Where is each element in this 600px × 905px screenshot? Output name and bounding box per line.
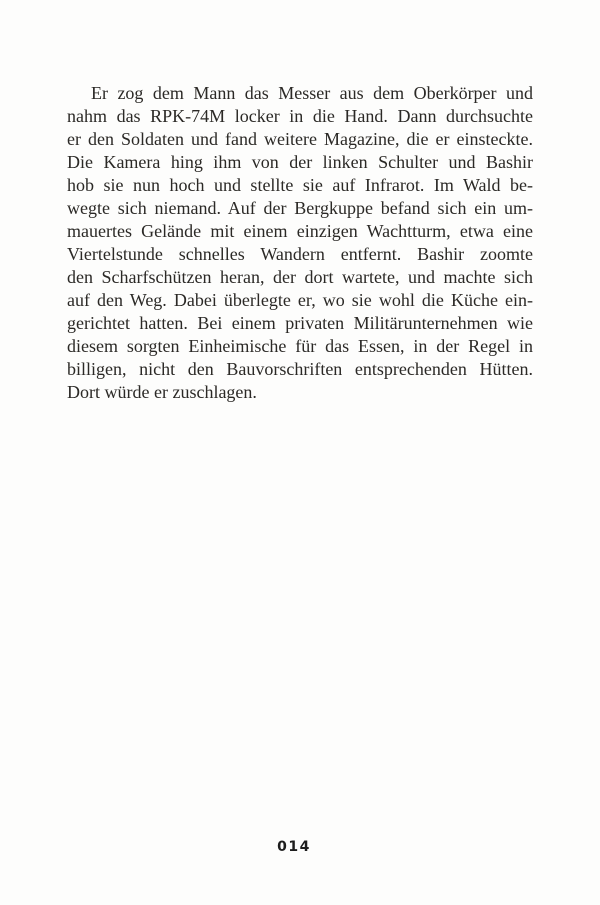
text-line: Dort würde er zuschlagen. — [67, 382, 257, 402]
text-line: Viertelstunde schnelles Wandern entfernt. Bashir zoomte — [67, 244, 533, 264]
text-line: er den Soldaten und fand weitere Magazine, die er einsteckte. — [67, 129, 533, 149]
text-line: Die Kamera hing ihm von der linken Schulter und Bashir — [67, 152, 533, 172]
text-line: billigen, nicht den Bauvorschriften entsprechenden Hütten. — [67, 359, 533, 379]
text-line: nahm das RPK-74M locker in die Hand. Dann durchsuchte — [67, 106, 533, 126]
text-line: mauertes Gelände mit einem einzigen Wachtturm, etwa eine — [67, 221, 533, 241]
text-line: Er zog dem Mann das Messer aus dem Oberkörper und — [91, 83, 533, 103]
page-number: 014 — [277, 839, 311, 855]
body-text — [67, 82, 533, 404]
text-line: den Scharfschützen heran, der dort wartete, und machte sich — [67, 267, 533, 287]
text-line: diesem sorgten Einheimische für das Essen, in der Regel in — [67, 336, 533, 356]
text-line: auf den Weg. Dabei überlegte er, wo sie wohl die Küche ein- — [67, 290, 533, 310]
text-line: wegte sich niemand. Auf der Bergkuppe befand sich ein um- — [67, 198, 533, 218]
text-line: hob sie nun hoch und stellte sie auf Infrarot. Im Wald be- — [67, 175, 533, 195]
text-line: gerichtet hatten. Bei einem privaten Militärunternehmen wie — [67, 313, 533, 333]
